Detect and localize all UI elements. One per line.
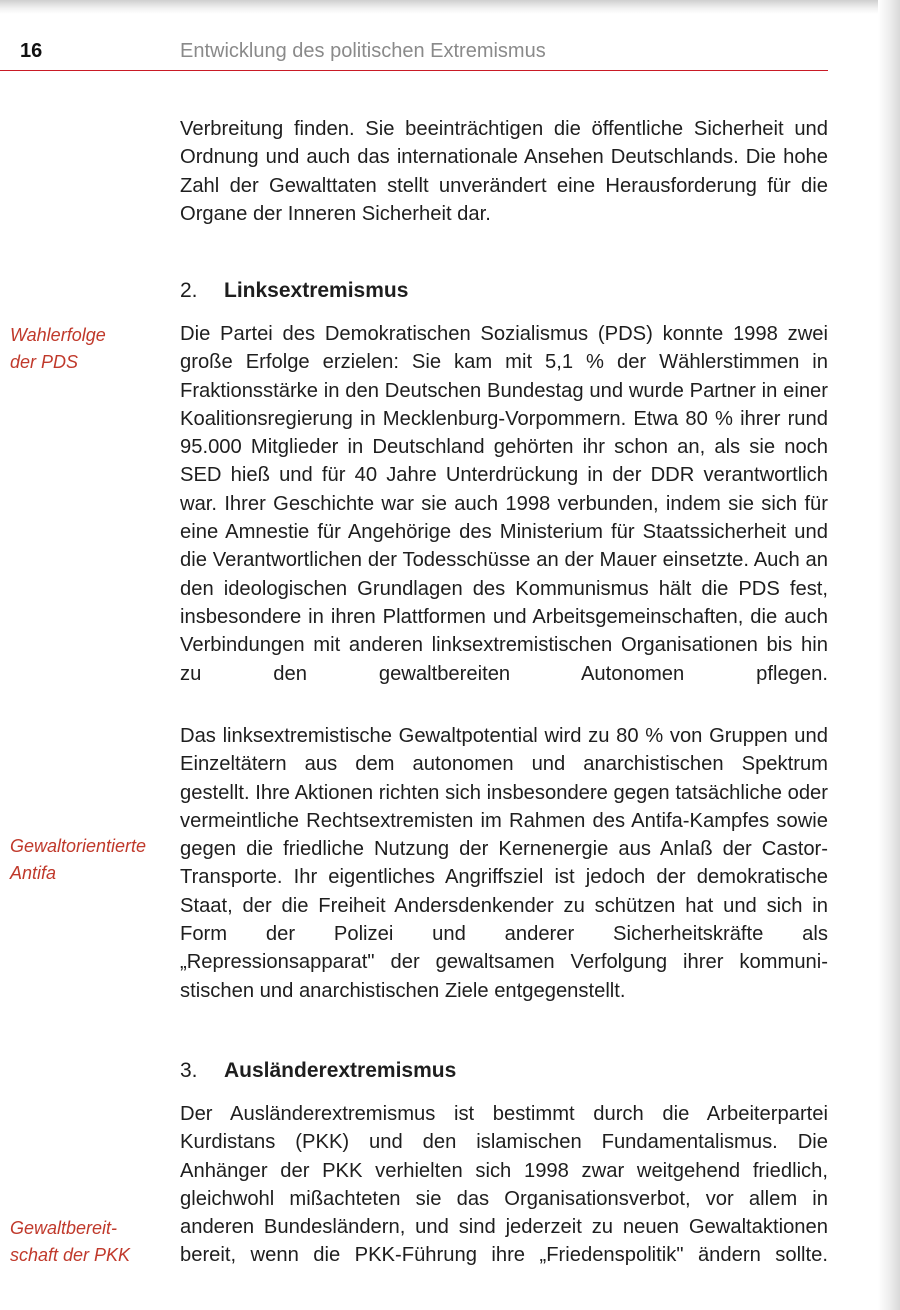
margin-note-line: Gewaltbereit-	[10, 1218, 118, 1238]
section-title: Ausländerextremismus	[224, 1059, 457, 1082]
paragraph-gewaltpotential: Das linksextremistische Gewaltpotential wird zu 80 % von Gruppen und Einzeltätern aus dem autonomen und anarchistischen Spektrum gestellt. Ihre Aktionen richten sich insbesondere gegen tatsächliche oder vermeintliche Rechtsextremisten im Rahmen des Antifa-Kampfes sowie gegen die friedliche Nutzung der Kernenergie aus Anlaß der Castor-Transporte. Ihr eigentliches Angriffsziel ist jedoch der demokratische Staat, der die Freiheit Andersdenkender zu schützen hat und sich in Form der Polizei und anderer Sicherheitskräfte als „Repressionsapparat" der gewaltsamen Verfolgung ihrer kommunistischen und anarchistischen Ziele entgegenstellt.	[180, 725, 828, 1002]
scan-right-edge-shadow	[878, 0, 900, 1310]
margin-note-line: schaft der PKK	[10, 1245, 131, 1265]
margin-note-line: Gewaltorientierte	[10, 836, 147, 856]
margin-note-antifa	[10, 833, 168, 887]
intro-paragraph: Verbreitung finden. Sie beeinträchtigen die öffentliche Sicherheit und Ordnung und auch das internationale Ansehen Deutschlands. Die hohe Zahl der Gewalttaten stellt unverändert eine Herausforderung für die Organe der Inneren Sicherheit dar.	[180, 118, 828, 225]
section-heading-auslaenderextremismus	[180, 1057, 456, 1085]
page-number: 16	[20, 40, 43, 62]
margin-note-pkk	[10, 1215, 168, 1269]
section-title: Linksextremismus	[224, 279, 409, 302]
section-number: 2.	[180, 279, 198, 302]
margin-note-line: der PDS	[10, 352, 79, 372]
scan-top-shadow	[0, 0, 900, 14]
margin-note-line: Wahlerfolge	[10, 325, 106, 345]
paragraph-auslaenderextremismus: Der Ausländerextremismus ist bestimmt durch die Arbeiterpartei Kurdistans (PKK) und den islamischen Fundamentalismus. Die Anhänger der PKK verhielten sich 1998 zwar weitgehend friedlich, gleichwohl mißachteten sie das Organisationsverbot, vor allem in anderen Bundesländern, und sind jederzeit zu neuen Gewaltaktionen bereit, wenn die PKK-Führung ihre „Friedenspolitik" ändern sollte.	[180, 1103, 828, 1267]
header-rule	[0, 70, 828, 71]
running-header-title: Entwicklung des politischen Extremismus	[180, 40, 546, 62]
margin-note-line: Antifa	[10, 863, 57, 883]
section-heading-linksextremismus	[180, 277, 408, 305]
paragraph-pds: Die Partei des Demokratischen Sozialismus (PDS) konnte 1998 zwei große Erfolge erzielen: Sie kam mit 5,1 % der Wählerstimmen in Fraktionsstärke in den Deutschen Bundestag und wurde Partner in einer Koalitionsregierung in Mecklenburg-Vorpommern. Etwa 80 % ihrer rund 95.000 Mitglieder in Deutschland gehörten ihr schon an, als sie noch SED hieß und für 40 Jahre Unterdrückung in der DDR verantwortlich war. Ihrer Geschichte war sie auch 1998 verbunden, indem sie sich für eine Amnestie für Angehörige des Ministerium für Staatssicherheit und die Verantwortlichen der Todesschüsse an der Mauer einsetzte. Auch an den ideologischen Grundlagen des Kommunismus hält die PDS fest, insbesondere in ihren Plattformen und Arbeitsgemeinschaften, die auch Verbindungen mit anderen linksextremistischen Organisationen bis hin zu den gewaltbereiten Autonomen pflegen.	[180, 323, 828, 685]
section-number: 3.	[180, 1059, 198, 1082]
margin-note-wahlerfolge	[10, 322, 168, 376]
